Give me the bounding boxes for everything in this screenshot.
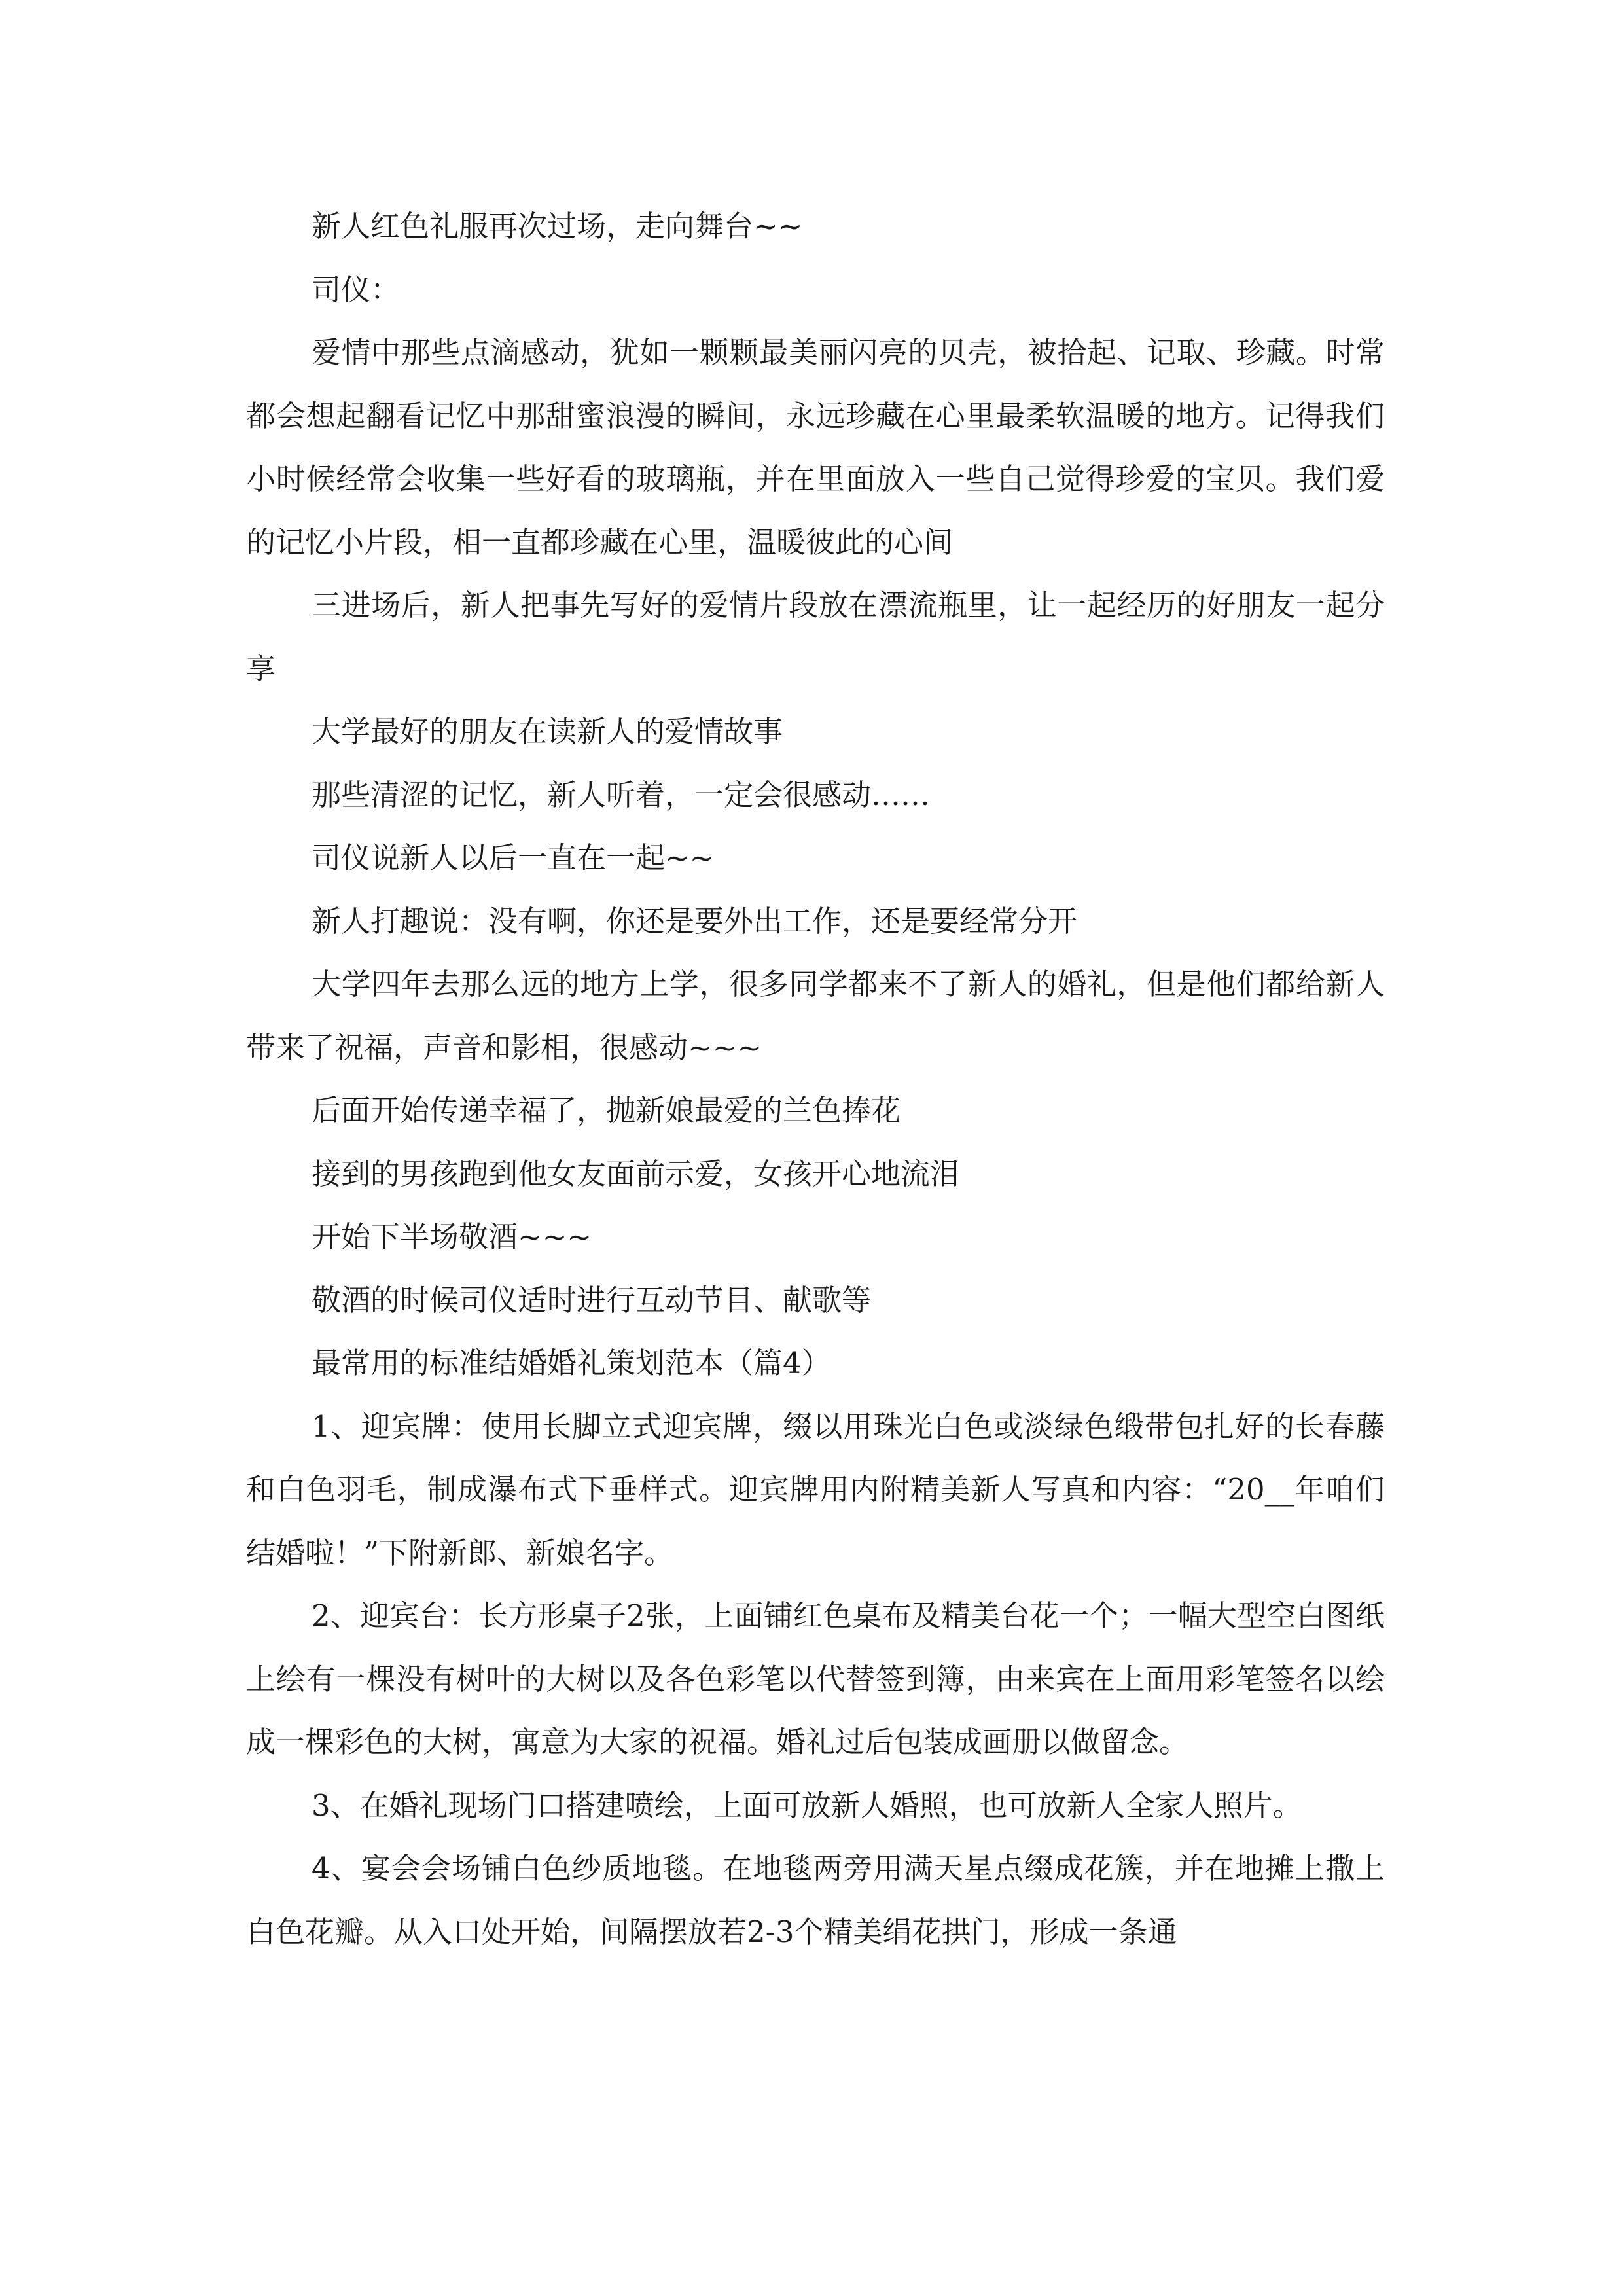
paragraph: 后面开始传递幸福了，抛新娘最爱的兰色捧花 xyxy=(312,1093,901,1128)
paragraph: 3、在婚礼现场门口搭建喷绘，上面可放新人婚照，也可放新人全家人照片。 xyxy=(312,1787,1302,1823)
document-body xyxy=(246,195,1385,1964)
paragraph: 接到的男孩跑到他女友面前示爱，女孩开心地流泪 xyxy=(312,1156,960,1191)
paragraph: 三进场后，新人把事先写好的爱情片段放在漂流瓶里，让一起经历的好朋友一起分享 xyxy=(246,588,1385,686)
paragraph: 开始下半场敬酒~~~ xyxy=(312,1219,592,1254)
paragraph: 那些清涩的记忆，新人听着，一定会很感动…… xyxy=(312,777,931,812)
paragraph: 司仪说新人以后一直在一起~~ xyxy=(312,840,715,875)
paragraph: 敬酒的时候司仪适时进行互动节目、献歌等 xyxy=(312,1282,872,1318)
paragraph: 新人红色礼服再次过场，走向舞台~~ xyxy=(312,209,803,243)
paragraph: 爱情中那些点滴感动，犹如一颗颗最美丽闪亮的贝壳，被拾起、记取、珍藏。时常都会想起翻看记忆中那甜蜜浪漫的瞬间，永远珍藏在心里最柔软温暖的地方。记得我们小时候经常会收集一些好看的玻璃瓶，并在里面放入一些自己觉得珍爱的宝贝。我们爱的记忆小片段，相一直都珍藏在心里，温暖彼此的心间 xyxy=(246,335,1385,560)
section-heading: 最常用的标准结婚婚礼策划范本（篇4） xyxy=(312,1346,831,1380)
paragraph: 大学最好的朋友在读新人的爱情故事 xyxy=(312,714,783,749)
paragraph: 4、宴会会场铺白色纱质地毯。在地毯两旁用满天星点缀成花簇，并在地摊上撒上白色花瓣。从入口处开始，间隔摆放若2-3个精美绢花拱门，形成一条通 xyxy=(246,1851,1385,1949)
paragraph: 司仪： xyxy=(312,272,401,307)
paragraph: 1、迎宾牌：使用长脚立式迎宾牌，缀以用珠光白色或淡绿色缎带包扎好的长春藤和白色羽毛，制成瀑布式下垂样式。迎宾牌用内附精美新人写真和内容：“20__年咱们结婚啦！”下附新郎、新娘名字。 xyxy=(246,1408,1385,1570)
paragraph: 新人打趣说：没有啊，你还是要外出工作，还是要经常分开 xyxy=(312,903,1078,939)
paragraph: 大学四年去那么远的地方上学，很多同学都来不了新人的婚礼，但是他们都给新人带来了祝福，声音和影相，很感动~~~ xyxy=(246,967,1385,1065)
paragraph: 2、迎宾台：长方形桌子2张，上面铺红色桌布及精美台花一个；一幅大型空白图纸上绘有一棵没有树叶的大树以及各色彩笔以代替签到簿，由来宾在上面用彩笔签名以绘成一棵彩色的大树，寓意为大家的祝福。婚礼过后包装成画册以做留念。 xyxy=(246,1598,1385,1759)
